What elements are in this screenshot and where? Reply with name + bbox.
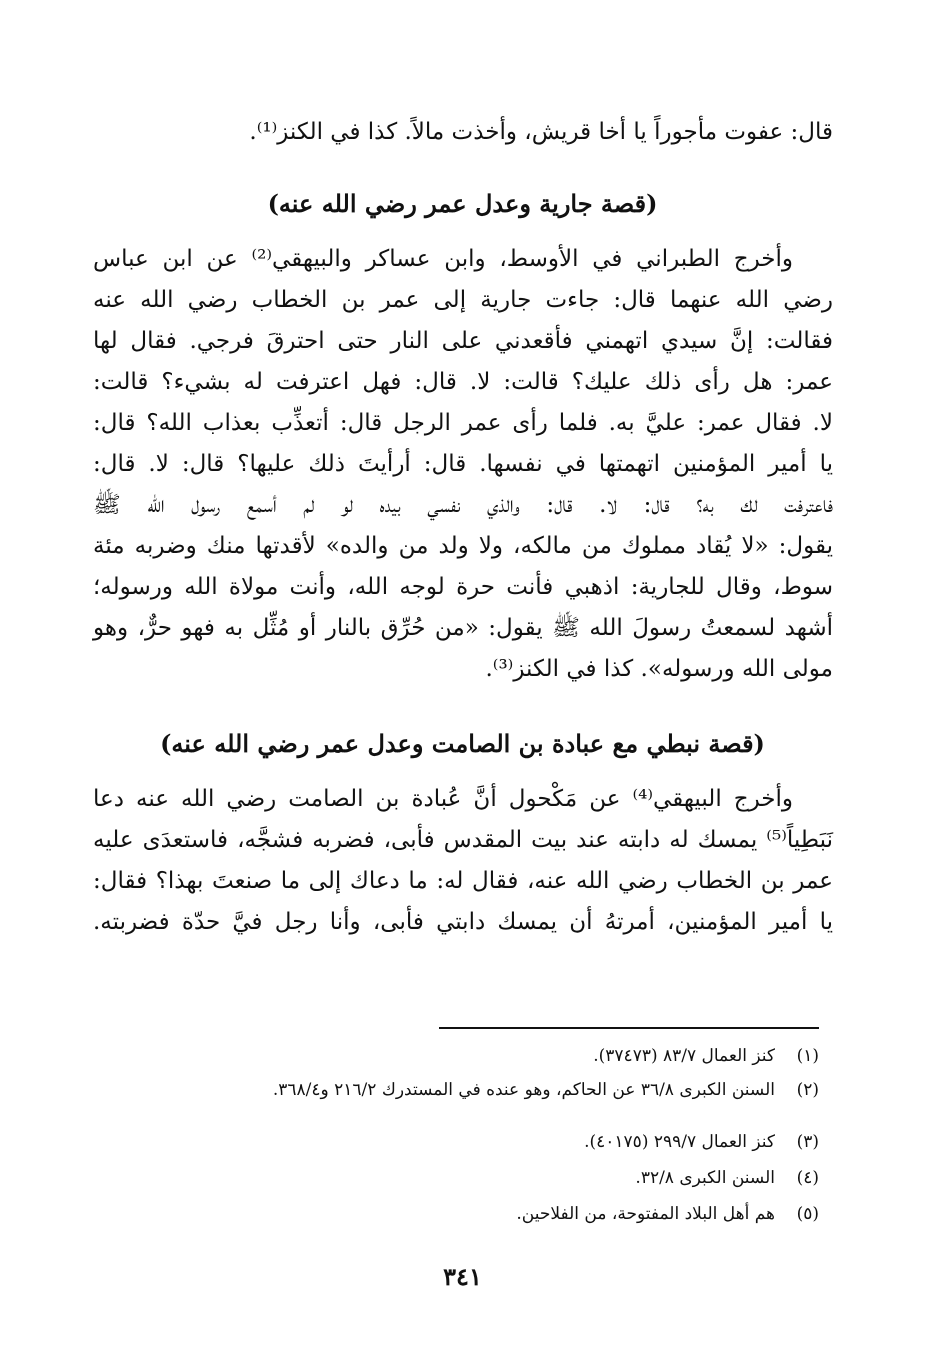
footnote-text: كنز العمال ٢٩٩/٧ (٤٠١٧٥). <box>584 1132 775 1152</box>
paragraph-line: رضي الله عنهما قال: جاءت جارية إلى عمر بن الخطاب رضي الله عنه <box>93 287 833 313</box>
footnote-number: (٢) <box>796 1080 819 1100</box>
paragraph-line: سوط، وقال للجارية: اذهبي فأنت حرة لوجه الله، وأنت مولاة الله ورسوله؛ <box>93 574 833 600</box>
paragraph-line: فقالت: إنَّ سيدي اتهمني فأقعدني على النار حتى احترقَ فرجي. فقال لها <box>93 328 833 354</box>
footnote-number: (٣) <box>796 1132 819 1152</box>
footnote <box>99 1078 819 1102</box>
footnote <box>99 1130 819 1154</box>
footnote-text: السنن الكبرى ٣٢/٨. <box>635 1168 775 1188</box>
footnote-number: (٤) <box>796 1168 819 1188</box>
paragraph-line: وأخرج الطبراني في الأوسط، وابن عساكر والبيهقي⁽²⁾ عن ابن عباس <box>93 246 793 272</box>
section-heading-2: (قصة نبطي مع عبادة بن الصامت وعدل عمر رضي الله عنه) <box>160 729 765 758</box>
paragraph-line: يا أمير المؤمنين اتهمتها في نفسها. قال: أرأيتَ ذلك عليها؟ قال: لا. قال: <box>93 451 833 477</box>
paragraph-line: نَبَطِياً⁽⁵⁾ يمسك له دابته عند بيت المقدس فأبى، فضربه فشجَّه، فاستعدَى عليه <box>93 827 833 853</box>
paragraph-line: يا أمير المؤمنين، أمرتهُ أن يمسك دابتي فأبى، وأنا رجل فيَّ حدّة فضربته. <box>93 909 833 935</box>
section-heading-1: (قصة جارية وعدل عمر رضي الله عنه) <box>267 189 658 218</box>
footnote-number: (٥) <box>796 1204 819 1224</box>
paragraph-line: عمر: هل رأى ذلك عليك؟ قالت: لا. قال: فهل اعترفت له بشيء؟ قالت: <box>93 369 833 395</box>
paragraph-line: عمر بن الخطاب رضي الله عنه، فقال له: ما دعاك إلى ما صنعتَ بهذا؟ فقال: <box>93 868 833 894</box>
paragraph-line: يقول: «لا يُقاد مملوك من مالكه، ولا ولد من والده» لأقدتها منك وضربه مئة <box>93 533 833 559</box>
paragraph-line: أشهد لسمعتُ رسولَ الله ﷺ يقول: «من حُرِّق بالنار أو مُثِّل به فهو حرٌّ، وهو <box>93 615 833 641</box>
footnote <box>99 1044 819 1068</box>
footnote <box>99 1166 819 1190</box>
footnote-text: السنن الكبرى ٣٦/٨ عن الحاكم، وهو عنده في المستدرك ٢١٦/٢ و٣٦٨/٤. <box>272 1080 775 1100</box>
paragraph-line: فاعترفت لك به؟ قال: لا. قال: والذي نفسي بيده لو لم أسمع رسول الله ﷺ <box>93 492 833 518</box>
paragraph-line: وأخرج البيهقي⁽⁴⁾ عن مَكْحول أنَّ عُبادة بن الصامت رضي الله عنه دعا <box>93 786 793 812</box>
footnote-text: هم أهل البلاد المفتوحة، من الفلاحين. <box>516 1204 775 1224</box>
paragraph-line: لا. فقال عمر: عليَّ به. فلما رأى عمر الرجل قال: أتعذِّب بعذاب الله؟ قال: <box>93 410 833 436</box>
footnote-number: (١) <box>796 1046 819 1066</box>
page-number: ٣٤١ <box>443 1262 482 1291</box>
paragraph-line: مولى الله ورسوله». كذا في الكنز⁽³⁾. <box>485 656 833 682</box>
intro-line: قال: عفوت مأجوراً يا أخا قريش، وأخذت مالاً. كذا في الكنز⁽¹⁾. <box>249 119 833 145</box>
footnote-text: كنز العمال ٨٣/٧ (٣٧٤٧٣). <box>593 1046 775 1066</box>
footnote-separator <box>439 1027 819 1029</box>
footnote <box>99 1202 819 1226</box>
